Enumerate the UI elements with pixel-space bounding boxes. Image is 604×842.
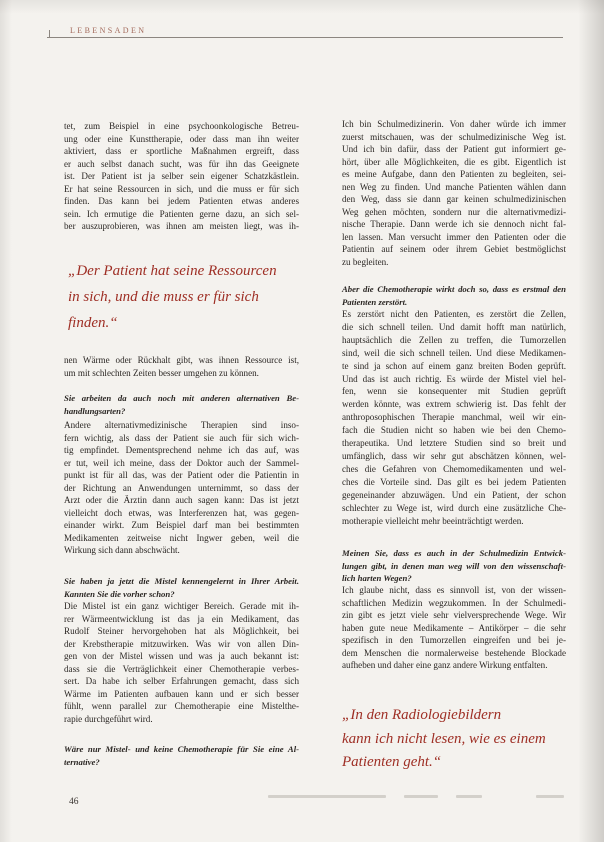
- text-line: die sich schnell teilen. Und damit hofft man natürlich,: [342, 321, 566, 332]
- text-line: umfänglich, dass wir sehr gut abschätzen können, wel-: [342, 450, 566, 461]
- text-line: sein. Ich ermutige die Patienten gerne dazu, an sich sel-: [64, 208, 299, 219]
- text-line: schlechter zu Wege ist, wird durch eine zusätzliche Che-: [342, 502, 566, 513]
- text-line: zin gibt es jetzt viele sehr vielversprechende Wege. Wir: [342, 610, 566, 620]
- text-line: Wäre nur Mistel- und keine Chemotherapie für Sie eine Al-: [64, 744, 299, 754]
- text-line: der Krebstherapie mitzuwirken. Was wir von allen Din-: [64, 638, 299, 649]
- text-line: finden. Das kann bei jedem Patienten etwas anderes: [64, 196, 299, 206]
- text-line: lungen gibt, in denen man weg will von den wissenschaft-: [342, 560, 566, 571]
- text-line: ternative?: [64, 756, 100, 767]
- text-line: tig empfindet. Dementsprechend nehme ich das auf, was: [64, 445, 299, 455]
- question-mistel: [64, 575, 299, 600]
- answer-mistel: [64, 600, 299, 725]
- answer-school-medicine: [342, 584, 566, 672]
- question-mistel-only: [64, 743, 299, 768]
- text-line: len lassen. Man versucht immer den Patienten oder die: [342, 231, 566, 242]
- text-line: ber auszuprobieren, was ihnen am meisten liegt, was ih-: [64, 221, 299, 231]
- text-line: Medikamenten zeitweise nicht Ingwer geben, weil die: [64, 532, 299, 543]
- text-line: fen, wenn sie konsequenter mit Studien geprüft: [342, 386, 566, 397]
- text-line: lich harten Wegen?: [342, 573, 412, 583]
- pull-quote-radiologie: [342, 704, 566, 775]
- left-continuation-text: [64, 354, 299, 379]
- text-line: Es zerstört nicht den Patienten, es zerstört die Zellen,: [342, 309, 566, 319]
- scan-shadow-left: [0, 0, 12, 842]
- text-line: fach die Studien nicht so haben wie bei den Chemo-: [342, 425, 566, 436]
- text-line: spezifisch in den Tumorzellen eingreifen und bei je-: [342, 635, 566, 645]
- text-line: es meine Aufgabe, dann den Patienten zu begleiten, sei-: [342, 169, 566, 179]
- text-line: motherapie vielleicht mehr beeinträchtigt werden.: [342, 515, 524, 526]
- text-line: fern wichtig, als dass der Patient sie auch für sich wich-: [64, 432, 299, 443]
- text-line: nen Weg zu finden. Und manche Patienten wählen dann: [342, 181, 566, 192]
- text-line: vielleicht doch etwas, was Interferenzen hat, was gegen-: [64, 507, 299, 518]
- text-line: finden.“: [68, 315, 118, 331]
- text-line: sert. Da habe ich selber Erfahrungen gemacht, dass sich: [64, 676, 299, 686]
- text-line: handlungsarten?: [64, 405, 126, 416]
- text-line: er auch selbst danach sucht, was für ihn das Geeignete: [64, 158, 299, 169]
- text-line: ung oder eine Kunsttherapie, oder dass man ihn weiter: [64, 133, 299, 144]
- question-alternative-treatments: [64, 392, 299, 417]
- text-line: um mit schlechten Zeiten besser umgehen zu können.: [64, 367, 259, 378]
- left-intro-text: [64, 120, 299, 233]
- answer-alternative-treatments: [64, 419, 299, 557]
- text-line: rer Wärmeentwicklung ist das ja ein Medikament, das: [64, 613, 299, 624]
- text-line: Arzt oder die Ärztin dann auch sagen kann: Das ist jetzt: [64, 495, 299, 505]
- text-line: werden könnte, was extrem schwierig ist. Das fehlt der: [342, 399, 566, 410]
- text-line: Und das ist auch richtig. Es würde der Mistel viel hel-: [342, 373, 566, 384]
- text-line: Ich bin Schulmedizinerin. Von daher würde ich immer: [342, 119, 566, 129]
- text-line: nische Therapie. Dann werde ich sie dennoch nicht fal-: [342, 219, 566, 229]
- text-line: Und ich bin dafür, dass der Patient gut informiert ge-: [342, 144, 566, 154]
- text-line: zuerst mitschauen, was der schulmedizinische Weg ist.: [342, 131, 566, 142]
- text-line: Er hat seine Ressourcen in sich, und die muss er für sich: [64, 183, 299, 194]
- text-line: ches die Gefahren von Chemomedikamenten und wel-: [342, 463, 566, 474]
- text-line: gen von der Mistel wissen und was ja auch bekannt ist:: [64, 651, 299, 661]
- text-line: Patienten geht.“: [342, 754, 442, 770]
- header-rule: [47, 37, 563, 38]
- text-line: schaftlichen Medizin wegzukommen. In der Schulmedi-: [342, 597, 566, 608]
- text-line: rapie durchgeführt wird.: [64, 713, 153, 724]
- text-line: Die Mistel ist ein ganz wichtiger Bereich. Gerade mit ih-: [64, 601, 299, 611]
- scan-shadow-top: [0, 0, 604, 14]
- text-line: in sich, und die muss er für sich: [68, 289, 259, 305]
- text-line: Ich glaube nicht, dass es sinnvoll ist, von der wissen-: [342, 585, 566, 595]
- scan-shadow-right: [578, 0, 604, 842]
- text-line: der Richtung an Anwendungen unternimmt, so dass der: [64, 482, 299, 493]
- text-line: Wärme im Patienten aufbauen kann und er sich besser: [64, 688, 299, 699]
- text-line: einander wirkt. Zum Beispiel darf man bei bestimmten: [64, 520, 299, 530]
- footer-running-text: [268, 794, 564, 800]
- text-line: punkt ist für all das, was der Patient oder die Patientin in: [64, 470, 299, 480]
- text-line: er tut, weil ich meine, dass der Doktor auch der Sammel-: [64, 457, 299, 468]
- text-line: Patientin auf seinem oder ihrem Gebiet bestmöglichst: [342, 244, 566, 254]
- text-line: Wirkung sich dann abschwächt.: [64, 545, 180, 555]
- text-line: Patienten zerstört.: [342, 296, 408, 307]
- text-line: dass sie die Verträglichkeit einer Chemotherapie verbes-: [64, 663, 299, 674]
- text-line: haben gute neue Medikamente – Antikörper – die sehr: [342, 622, 566, 633]
- text-line: ches die Vorteile sind. Das gilt es bei jedem Patienten: [342, 476, 566, 487]
- text-line: „Der Patient hat seine Ressourcen: [68, 263, 277, 279]
- text-line: dem Menschen die normalerweise bestehende Blockade: [342, 647, 566, 658]
- text-line: fühlt, wenn parallel zur Chemotherapie eine Mistelthe-: [64, 701, 299, 711]
- text-line: gegeneinander abzuwägen. Und ein Patient, der schon: [342, 489, 566, 500]
- text-line: nen Wärme oder Rückhalt gibt, was ihnen Ressource ist,: [64, 355, 299, 365]
- text-line: Weg gehen möchten, sondern nur die alternativmedizi-: [342, 206, 566, 217]
- text-line: aufheben und daher eine ganz andere Wirkung entfalten.: [342, 660, 548, 670]
- text-line: zu begleiten.: [342, 256, 389, 267]
- question-school-medicine: [342, 547, 566, 585]
- text-line: den Weg, dass sie dann gar keinen schulmedizinischen: [342, 194, 566, 204]
- text-line: Meinen Sie, dass es auch in der Schulmedizin Entwick-: [342, 548, 566, 558]
- text-line: Sie haben ja jetzt die Mistel kennengelernt in Ihrer Arbeit.: [64, 576, 299, 586]
- text-line: ist. Der Patient ist ja selber sein eigener Schatzkästlein.: [64, 171, 299, 181]
- text-line: Aber die Chemotherapie wirkt doch so, dass es erstmal den: [342, 284, 566, 294]
- text-line: aktiviert, dass er sportliche Maßnahmen ergreift, dass: [64, 146, 299, 156]
- text-line: Andere alternativmedizinische Therapien sind inso-: [64, 420, 299, 430]
- question-chemotherapy: [342, 283, 566, 308]
- answer-mistel-only: [342, 118, 566, 268]
- text-line: hauptsächlich die Zellen zu treffen, die Tumorzellen: [342, 334, 566, 345]
- text-line: Rudolf Steiner hervorgehoben hat als Möglichkeit, bei: [64, 626, 299, 636]
- text-line: sind, weil die sich schnell teilen. Und diese Medikamen-: [342, 347, 566, 358]
- text-line: anthroposophischen Therapie manchmal, weil wir ein-: [342, 412, 566, 423]
- text-line: kann ich nicht lesen, wie es einem: [342, 730, 546, 747]
- page-number: 46: [69, 797, 79, 807]
- text-line: Sie arbeiten da auch noch mit anderen alternativen Be-: [64, 393, 299, 403]
- text-line: „In den Radiologiebildern: [342, 707, 502, 723]
- pull-quote-ressourcen: [68, 258, 299, 336]
- text-line: therapeutika. Und letztere Studien sind so breit und: [342, 438, 566, 449]
- answer-chemotherapy: [342, 308, 566, 527]
- text-line: hört, über alle Möglichkeiten, die es gibt. Eigentlich ist: [342, 156, 566, 167]
- text-line: Kannten Sie die vorher schon?: [64, 588, 175, 599]
- text-line: te sind ja schon auf einem ganz breiten Boden geprüft.: [342, 360, 566, 371]
- section-header: LEBENSADEN: [70, 26, 147, 35]
- text-line: tet, zum Beispiel in eine psychoonkologische Betreu-: [64, 121, 299, 131]
